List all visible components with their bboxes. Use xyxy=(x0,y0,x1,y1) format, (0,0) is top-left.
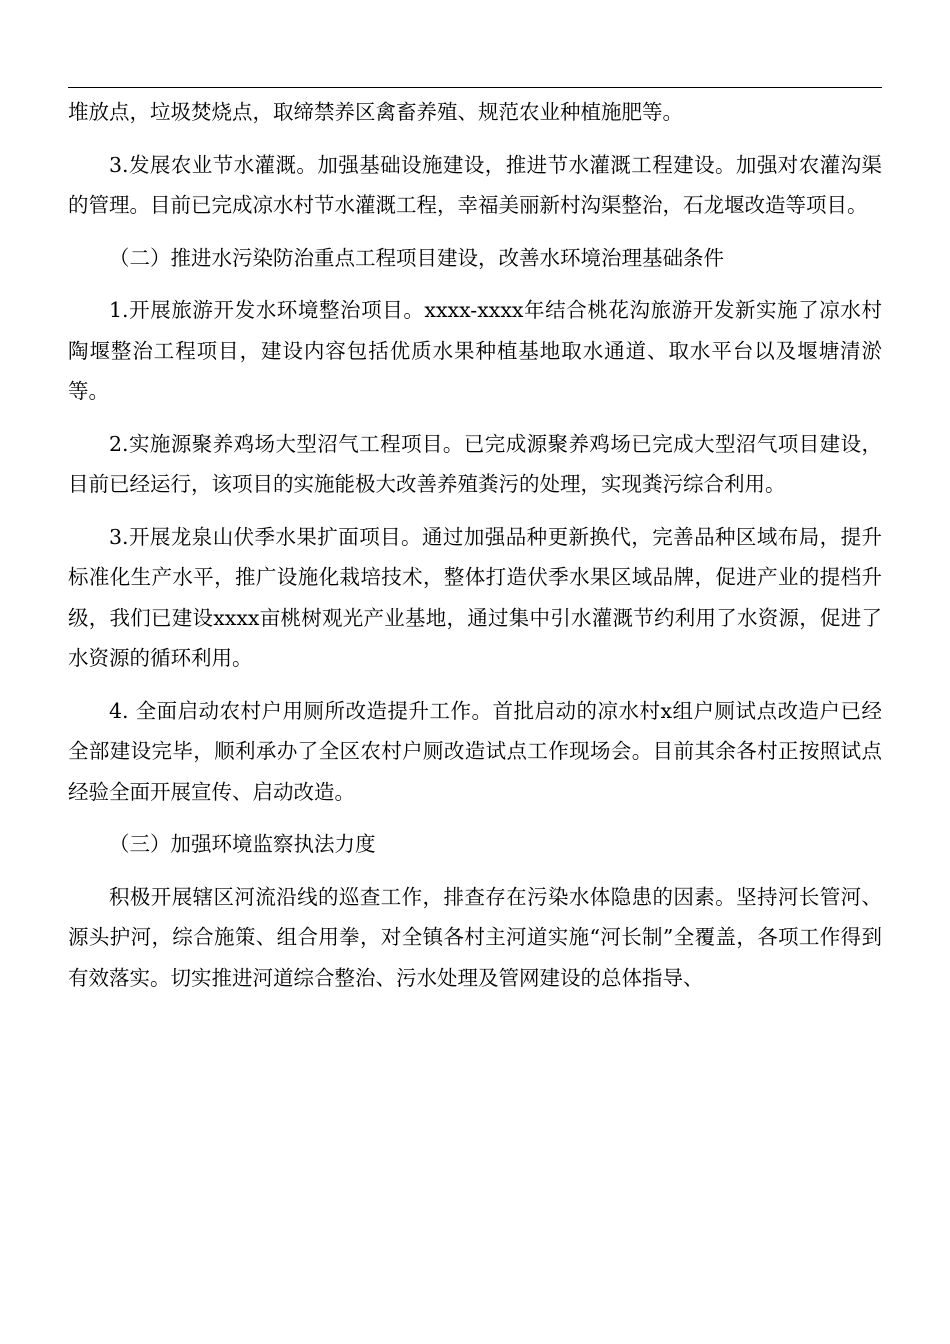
paragraph-biogas-project: 2.实施源聚养鸡场大型沼气工程项目。已完成源聚养鸡场已完成大型沼气项目建设，目前已经运行，该项目的实施能极大改善养殖粪污的处理，实现粪污综合利用。 xyxy=(68,431,882,496)
header-rule xyxy=(68,87,882,88)
section-heading-3: （三）加强环境监察执法力度 xyxy=(109,832,376,856)
document-body xyxy=(68,92,882,1010)
paragraph-toilet-renovation: 4. 全面启动农村户用厕所改造提升工作。首批启动的凉水村x组户厕试点改造户已经全部建设完毕，顺利承办了全区农村户厕改造试点工作现场会。目前其余各村正按照试点经验全面开展宣传、启动改造。 xyxy=(68,698,882,804)
paragraph-river-inspection: 积极开展辖区河流沿线的巡查工作，排查存在污染水体隐患的因素。坚持河长管河、源头护河，综合施策、组合用拳，对全镇各村主河道实施“河长制”全覆盖，各项工作得到有效落实。切实推进河道综合整治、污水处理及管网建设的总体指导、 xyxy=(68,884,882,990)
section-heading-2: （二）推进水污染防治重点工程项目建设，改善水环境治理基础条件 xyxy=(109,245,724,270)
paragraph-water-saving-irrigation: 3.发展农业节水灌溉。加强基础设施建设，推进节水灌溉工程建设。加强对农灌沟渠的管理。目前已完成凉水村节水灌溉工程，幸福美丽新村沟渠整治，石龙堰改造等项目。 xyxy=(68,152,882,217)
paragraph-tourism-water-project: 1.开展旅游开发水环境整治项目。xxxx-xxxx年结合桃花沟旅游开发新实施了凉水村陶堰整治工程项目，建设内容包括优质水果种植基地取水通道、取水平台以及堰塘清淤等。 xyxy=(68,298,882,403)
paragraph-fruit-expansion: 3.开展龙泉山伏季水果扩面项目。通过加强品种更新换代，完善品种区域布局，提升标准化生产水平，推广设施化栽培技术，整体打造伏季水果区域品牌，促进产业的提档升级，我们已建设xxxx亩桃树观光产业基地，通过集中引水灌溉节约利用了水资源，促进了水资源的循环利用。 xyxy=(68,524,882,670)
paragraph-continuation: 堆放点，垃圾焚烧点，取缔禁养区禽畜养殖、规范农业种植施肥等。 xyxy=(68,100,683,124)
